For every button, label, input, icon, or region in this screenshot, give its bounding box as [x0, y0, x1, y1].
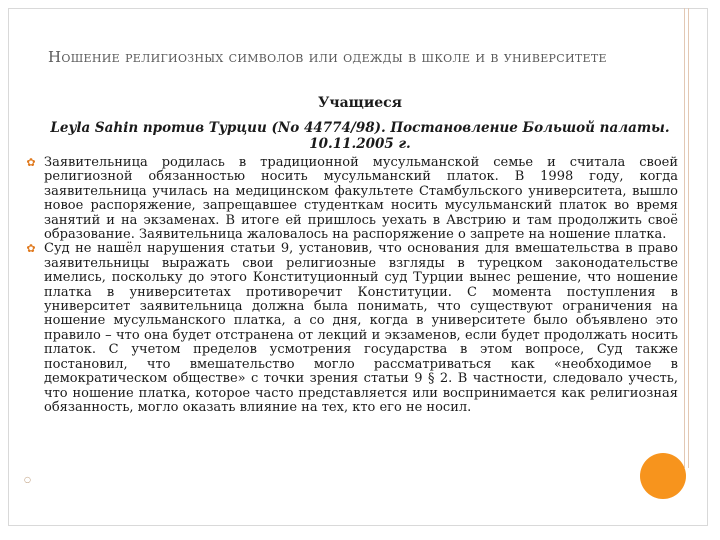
- small-circle-bullet-icon: ○: [24, 475, 31, 484]
- decorative-line-2: [688, 8, 689, 468]
- decorative-line-1: [684, 8, 685, 468]
- bullet-list: [22, 156, 678, 415]
- flower-bullet-icon: ✿: [26, 156, 36, 169]
- slide-title: Ношение религиозных символов или одежды в школе и в университете: [48, 48, 607, 66]
- bullet-item: [22, 156, 678, 242]
- case-title: Leyla Sahin против Турции (No 44774/98). Постановление Большой палаты. 10.11.2005 г.: [50, 120, 670, 152]
- bullet-item: [22, 242, 678, 415]
- bullet-text: Заявительница родилась в традиционной мусульманской семье и считала своей религиозной обязанностью носить мусульманский платок. В 1998 году, когда заявительница училась на медицинском факультете Стамбульского университета, вышло новое распоряжение, запрещавшее студенткам носить мусульманский платок во время занятий и на экзаменах. В итоге ей пришлось уехать в Австрию и там продолжить своё образование. Заявительница жаловалось на распоряжение о запрете на ношение платка.: [44, 155, 678, 243]
- bullet-text: Суд не нашёл нарушения статьи 9, установив, что основания для вмешательства в право заявительницы выражать свои религиозные взгляды в турецком законодательстве имелись, поскольку до этого Конституционный суд Турции вынес решение, что ношение платка в университетах противоречит Конституции. С момента поступления в университет заявительница должна была понимать, что существуют ограничения на ношение мусульманского платка, а со дня, когда в университете было объявлено это правило – что она будет отстранена от лекций и экзаменов, если будет продолжать носить платок. С учетом пределов усмотрения государства в этом вопросе, Суд также постановил, что вмешательство могло рассматриваться как «необходимое в демократическом обществе» с точки зрения статьи 9 § 2. В частности, следовало учесть, что ношение платка, которое часто представляется или воспринимается как религиозная обязанность, могло оказать влияние на тех, кто его не носил.: [44, 241, 678, 415]
- orange-circle-decoration: [640, 453, 686, 499]
- slide-subtitle: Учащиеся: [318, 95, 402, 111]
- flower-bullet-icon: ✿: [26, 242, 36, 256]
